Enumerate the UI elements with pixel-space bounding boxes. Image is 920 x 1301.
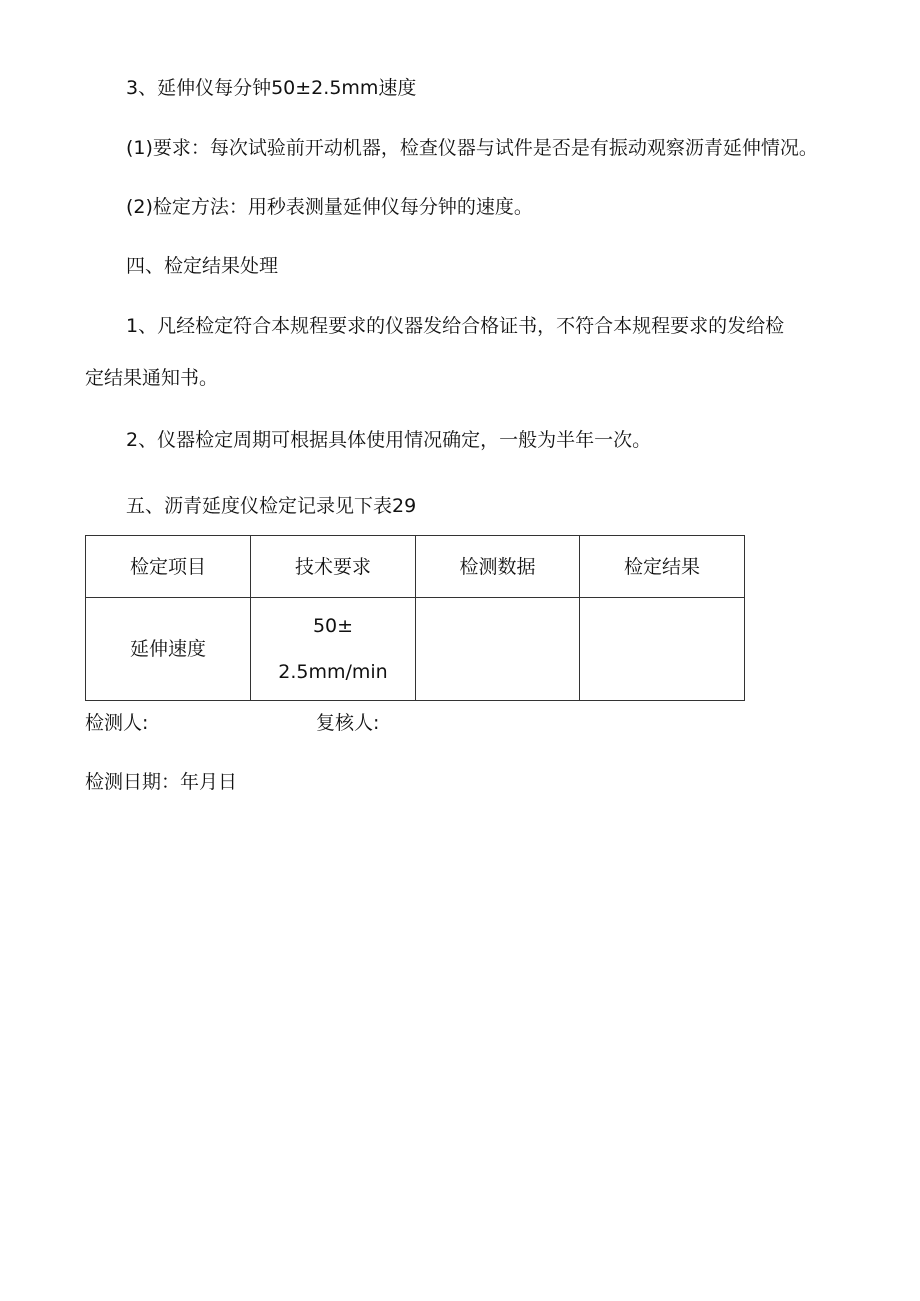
paragraph-extension-speed-heading: 3、延伸仪每分钟50±2.5mm速度 bbox=[126, 77, 417, 99]
paragraph-certificate-line1: 1、凡经检定符合本规程要求的仪器发给合格证书，不符合本规程要求的发给检 bbox=[126, 315, 785, 337]
inspection-date-label: 检测日期：年月日 bbox=[85, 771, 238, 793]
reviewer-label: 复核人: bbox=[316, 712, 380, 734]
table-header-row bbox=[86, 536, 745, 598]
cell-requirement bbox=[251, 598, 416, 701]
paragraph-certificate-line2: 定结果通知书。 bbox=[85, 367, 219, 389]
paragraph-requirement: (1)要求：每次试验前开动机器，检查仪器与试件是否是有振动观察沥青延伸情况。 bbox=[126, 137, 818, 159]
table-row bbox=[86, 598, 745, 701]
header-cell-data: 检测数据 bbox=[416, 536, 580, 598]
verification-record-table bbox=[85, 535, 745, 701]
cell-data bbox=[416, 598, 580, 701]
paragraph-verification-period: 2、仪器检定周期可根据具体使用情况确定，一般为半年一次。 bbox=[126, 429, 652, 451]
header-cell-requirement: 技术要求 bbox=[251, 536, 416, 598]
section-heading-result-processing: 四、检定结果处理 bbox=[126, 255, 279, 277]
header-cell-item: 检定项目 bbox=[86, 536, 251, 598]
section-heading-record-table: 五、沥青延度仪检定记录见下表29 bbox=[126, 495, 417, 517]
cell-result bbox=[580, 598, 745, 701]
requirement-line1: 50± bbox=[312, 615, 354, 637]
inspector-label: 检测人: bbox=[85, 712, 149, 734]
paragraph-method: (2)检定方法：用秒表测量延伸仪每分钟的速度。 bbox=[126, 196, 533, 218]
header-cell-result: 检定结果 bbox=[580, 536, 745, 598]
cell-item: 延伸速度 bbox=[86, 598, 251, 701]
requirement-line2: 2.5mm/min bbox=[278, 661, 388, 683]
